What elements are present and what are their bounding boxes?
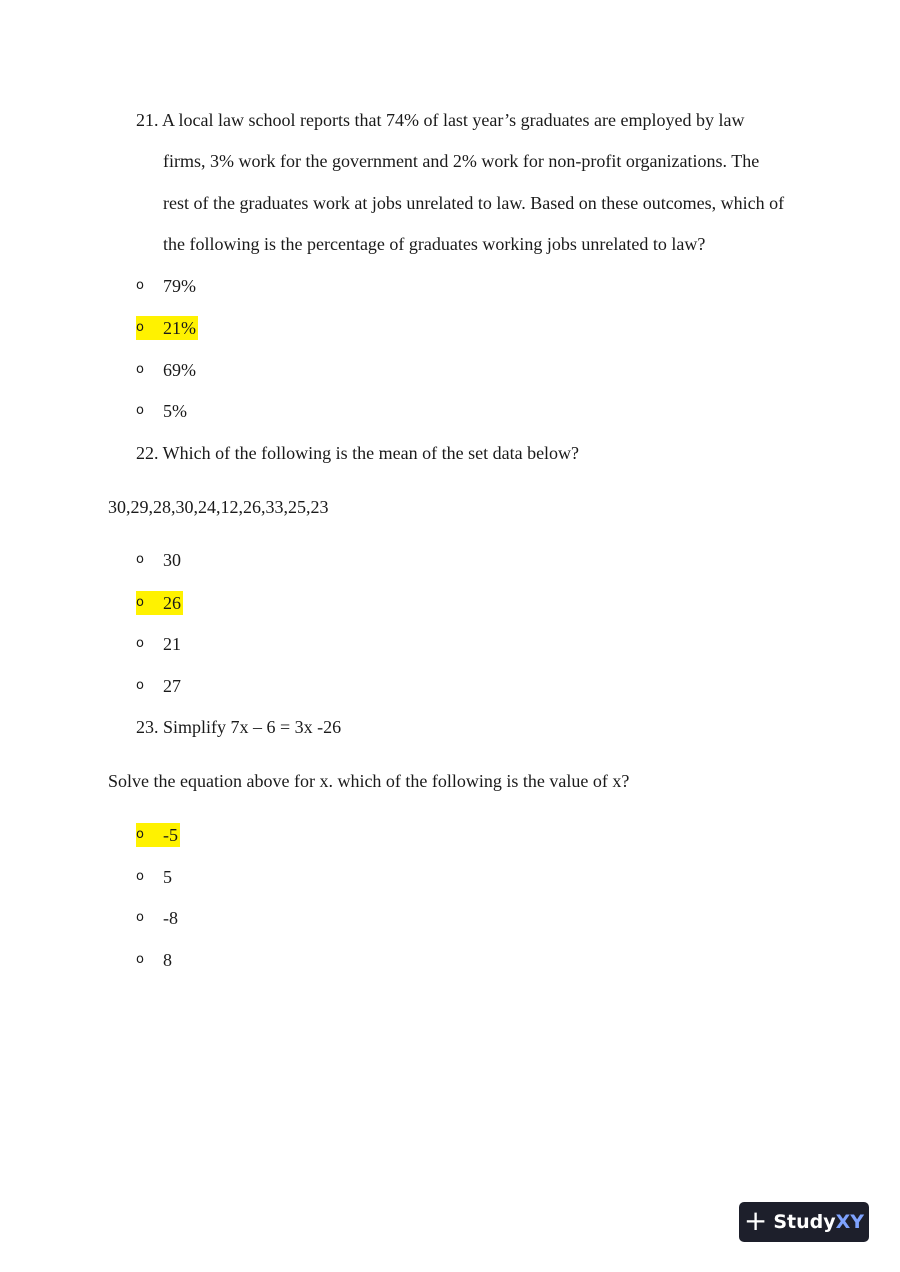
option-text: 21% xyxy=(163,318,196,338)
plus-icon: + xyxy=(743,1203,768,1237)
option-text: 79% xyxy=(163,276,196,296)
option-bullet: o xyxy=(136,910,144,925)
question-22-option-2-highlighted xyxy=(136,591,183,615)
question-21-option-4 xyxy=(136,399,189,423)
question-21-line-2: firms, 3% work for the government and 2% work for non-profit organizations. The xyxy=(163,151,760,171)
option-bullet: o xyxy=(136,869,144,884)
logo-wordmark xyxy=(773,1211,864,1233)
option-bullet: o xyxy=(136,362,144,377)
question-23-option-3 xyxy=(136,906,180,930)
option-text: 30 xyxy=(163,550,181,570)
option-text: 5 xyxy=(163,867,172,887)
option-text: 8 xyxy=(163,950,172,970)
option-bullet: o xyxy=(136,278,144,293)
option-bullet: o xyxy=(136,595,144,610)
option-text: 26 xyxy=(163,593,181,613)
option-bullet: o xyxy=(136,678,144,693)
option-bullet: o xyxy=(136,320,144,335)
question-22-option-4 xyxy=(136,674,183,698)
question-22-option-1 xyxy=(136,548,183,572)
question-22-data-set: 30,29,28,30,24,12,26,33,25,23 xyxy=(108,497,329,517)
question-21-option-2-highlighted xyxy=(136,316,198,340)
question-23-instruction: Solve the equation above for x. which of the following is the value of x? xyxy=(108,771,630,791)
question-21-line-3: rest of the graduates work at jobs unrelated to law. Based on these outcomes, which of xyxy=(163,193,785,213)
option-text: -5 xyxy=(163,825,178,845)
option-bullet: o xyxy=(136,827,144,842)
option-text: -8 xyxy=(163,908,178,928)
studyxy-logo xyxy=(739,1202,869,1242)
option-bullet: o xyxy=(136,403,144,418)
logo-brand-accent-text: XY xyxy=(835,1211,865,1233)
option-bullet: o xyxy=(136,636,144,651)
option-text: 27 xyxy=(163,676,181,696)
option-text: 21 xyxy=(163,634,181,654)
question-22-option-3 xyxy=(136,632,183,656)
option-text: 5% xyxy=(163,401,187,421)
question-21-option-3 xyxy=(136,358,198,382)
question-21-line-4: the following is the percentage of graduates working jobs unrelated to law? xyxy=(163,234,706,254)
question-23-option-1-highlighted xyxy=(136,823,180,847)
question-23-line-1: 23. Simplify 7x – 6 = 3x -26 xyxy=(136,717,342,737)
option-text: 69% xyxy=(163,360,196,380)
option-bullet: o xyxy=(136,952,144,967)
option-bullet: o xyxy=(136,552,144,567)
question-21-line-1: 21. A local law school reports that 74% of last year’s graduates are employed by law xyxy=(136,110,745,130)
question-22-line-1: 22. Which of the following is the mean of the set data below? xyxy=(136,443,580,463)
question-21-option-1 xyxy=(136,274,198,298)
logo-brand-text: Study xyxy=(773,1211,836,1233)
question-23-option-2 xyxy=(136,865,174,889)
question-23-option-4 xyxy=(136,948,174,972)
